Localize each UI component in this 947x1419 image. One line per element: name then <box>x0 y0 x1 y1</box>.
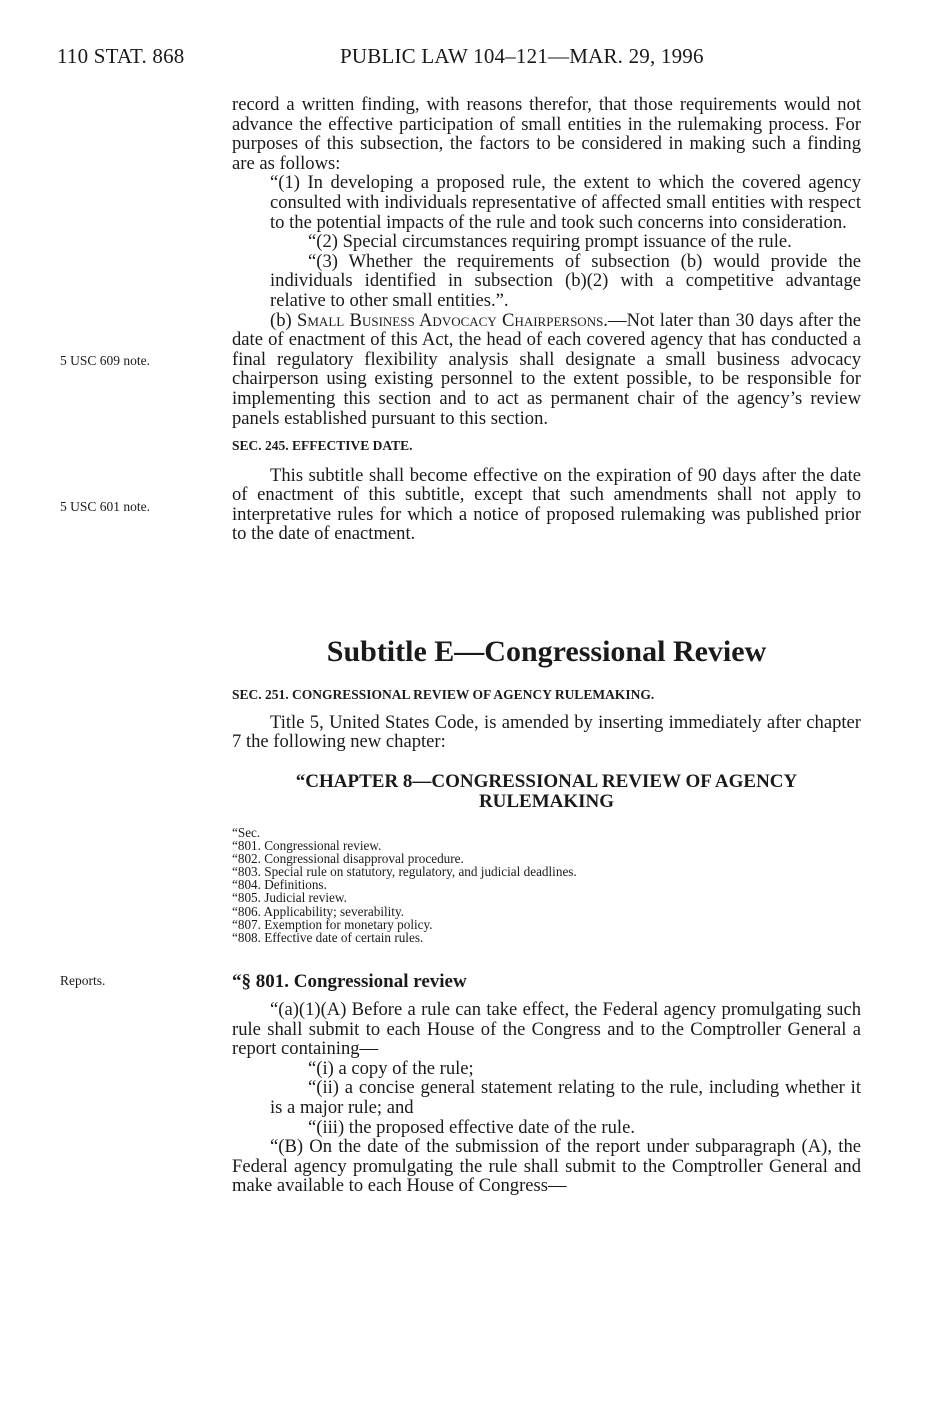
toc-item: “801. Congressional review. <box>232 838 382 854</box>
toc-item: “803. Special rule on statutory, regulatory, and judicial deadlines. <box>232 864 577 880</box>
paragraph-factor-2: “(2) Special circumstances requiring prompt issuance of the rule. <box>308 231 792 253</box>
toc-item: “805. Judicial review. <box>232 890 347 906</box>
toc-item: “808. Effective date of certain rules. <box>232 929 424 945</box>
margin-note-601: 5 USC 601 note. <box>60 499 151 514</box>
page-reference: 110 STAT. 868 <box>57 44 185 68</box>
toc-item: “806. Applicability; severability. <box>232 903 405 919</box>
sec-245-heading: SEC. 245. EFFECTIVE DATE. <box>232 438 413 454</box>
margin-note-reports: Reports. <box>60 973 106 988</box>
factor-1-text: “(1) In developing a proposed rule, the extent to which the covered agency consulted with individuals representative of affected small entities with respect to the potential impacts of the rule and took such concerns into consideration. <box>270 172 861 233</box>
chapter-heading <box>232 772 861 812</box>
sec-251-body: Title 5, United States Code, is amended by inserting immediately after chapter 7 the following new chapter: <box>232 711 861 753</box>
clause-ii: “(ii) a concise general statement relating to the rule, including whether it is a major rule; and <box>270 1077 861 1118</box>
subsection-b-heading: Small Business Advocacy Chairpersons. <box>297 309 608 331</box>
chapter-heading-line2: RULEMAKING <box>478 791 615 812</box>
paragraph-finding: record a written finding, with reasons therefor, that those requirements would not advance the effective participation of small entities in the rulemaking process. For purposes of this subsection, the factors to be considered in making such a finding are as follows: <box>232 94 861 174</box>
subtitle-heading: Subtitle E—Congressional Review <box>326 635 767 668</box>
law-reference: PUBLIC LAW 104–121—MAR. 29, 1996 <box>340 44 704 68</box>
paragraph-a1A: “(a)(1)(A) Before a rule can take effect, the Federal agency promulgating such rule shall submit to each House of the Congress and to the Comptroller General a report containing— <box>232 999 861 1060</box>
table-of-sections <box>232 826 577 944</box>
toc-item: “807. Exemption for monetary policy. <box>232 916 433 932</box>
toc-item: “802. Congressional disapproval procedure. <box>232 851 464 867</box>
sec-245-body: This subtitle shall become effective on the expiration of 90 days after the date of enactment of this subtitle, except that such amendments shall not apply to interpretative rules for which a notice of proposed rulemaking was published prior to the date of enactment. <box>232 464 861 545</box>
toc-heading: “Sec. <box>232 825 261 840</box>
toc-item: “804. Definitions. <box>232 877 327 893</box>
sec-251-block <box>232 685 861 752</box>
paragraph-B: “(B) On the date of the submission of the report under subparagraph (A), the Federal agency promulgating the rule shall submit to the Comptroller General and make available to each House of Congress— <box>232 1136 861 1197</box>
margin-note-609: 5 USC 609 note. <box>60 353 151 368</box>
paragraph-subsection-b <box>232 311 861 429</box>
sec-251-heading: SEC. 251. CONGRESSIONAL REVIEW OF AGENCY RULEMAKING. <box>232 687 655 702</box>
subsection-b-prefix: (b) <box>270 309 298 331</box>
sec-801-title: “§ 801. Congressional review <box>232 971 467 992</box>
chapter-heading-line1: “CHAPTER 8—CONGRESSIONAL REVIEW OF AGENCY <box>295 771 798 792</box>
subsection-b-text: —Not later than 30 days after the date of enactment of this Act, the head of each covered agency that has conducted a final regulatory flexibility analysis shall designate a small business advocacy chairperson using existing personnel to the extent possible, to be responsible for implementing this section and to act as permanent chair of the agency’s review panels established pursuant to this section. <box>232 309 861 429</box>
paragraph-factor-1 <box>194 173 861 232</box>
paragraph-factor-3: “(3) Whether the requirements of subsection (b) would provide the individuals identified in subsection (b)(2) with a competitive advantage relative to other small entities.”. <box>270 250 861 311</box>
sec-801-block <box>232 1000 861 1196</box>
clause-iii: “(iii) the proposed effective date of the rule. <box>308 1116 635 1138</box>
clause-i: “(i) a copy of the rule; <box>308 1057 474 1079</box>
top-text-block <box>232 95 861 544</box>
